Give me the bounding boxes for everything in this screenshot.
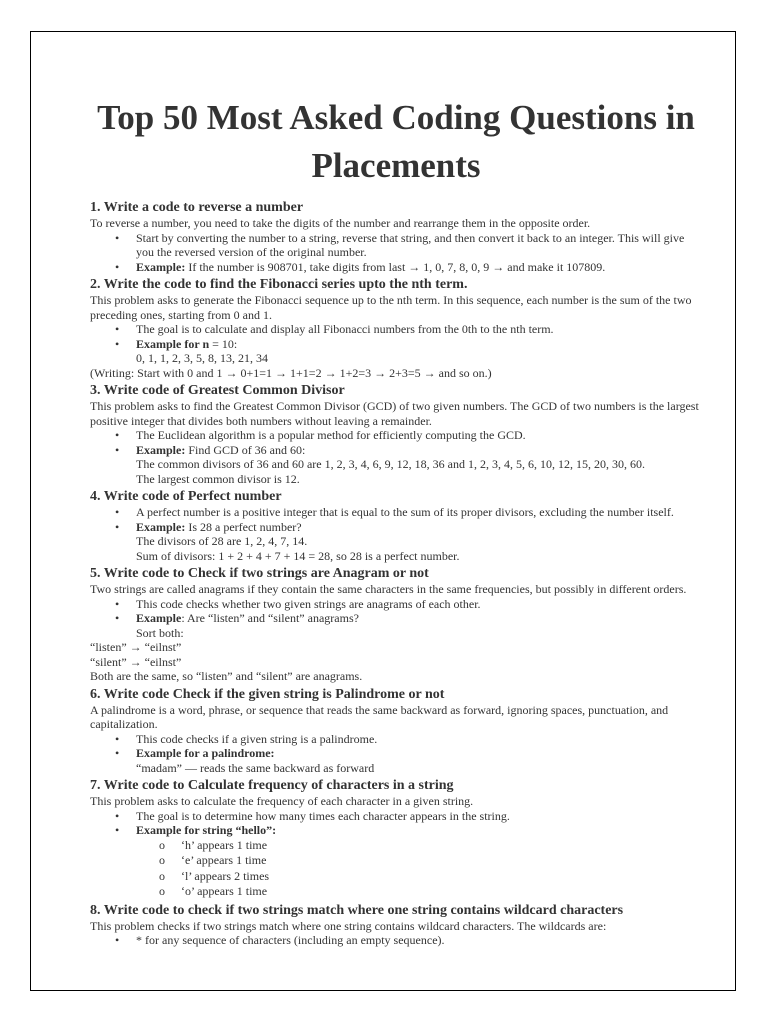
section-6 (90, 686, 702, 776)
example-label: Example for a palindrome: (136, 746, 275, 760)
example-text: Find GCD of 36 and 60: (185, 442, 306, 457)
sub-list-item: o ‘e’ appears 1 time (90, 853, 702, 869)
question-intro: This problem asks to find the Greatest Common Divisor (GCD) of two given numbers. The GCD of two numbers is the largest positive integer that divides both numbers without leaving a remainder. (90, 399, 699, 428)
question-heading: 4. Write code of Perfect number (90, 489, 282, 504)
list-item (90, 520, 702, 564)
question-heading: 7. Write code to Calculate frequency of characters in a string (90, 778, 454, 793)
section-8 (90, 902, 702, 948)
sorted-line: “silent” → “eilnst” (90, 654, 182, 669)
question-intro: This problem checks if two strings match where one string contains wildcard characters. The wildcards are: (90, 918, 607, 933)
bullet-list (90, 597, 702, 641)
question-heading: 6. Write code Check if the given string is Palindrome or not (90, 686, 445, 702)
example-line: Sort both: (136, 625, 184, 640)
sorted-line: “listen” → “eilnst” (90, 640, 182, 654)
list-item: • The Euclidean algorithm is a popular method for efficiently computing the GCD. (90, 428, 702, 443)
page-title: Top 50 Most Asked Coding Questions in Placements (97, 98, 695, 185)
bullet-list (90, 732, 702, 776)
example-text: : Are “listen” and “silent” anagrams? (181, 611, 359, 625)
example-line: The divisors of 28 are 1, 2, 4, 7, 14. (136, 534, 308, 548)
list-item: • The goal is to calculate and display all Fibonacci numbers from the 0th to the nth term. (90, 322, 702, 337)
sub-list-item: o ‘l’ appears 2 times (90, 869, 702, 885)
example-text: = 10: (209, 336, 238, 351)
example-line: The largest common divisor is 12. (136, 471, 300, 486)
sub-list (90, 838, 702, 900)
example-label: Example for string “hello”: (136, 823, 277, 837)
example-line: “madam” — reads the same backward as forward (136, 760, 375, 775)
list-item: • * for any sequence of characters (including an empty sequence). (90, 933, 702, 948)
list-item: • This code checks if a given string is a palindrome. (90, 732, 702, 747)
bullet-list (90, 933, 702, 948)
example-line: Sum of divisors: 1 + 2 + 4 + 7 + 14 = 28, so 28 is a perfect number. (136, 548, 460, 563)
sub-list-item: o ‘h’ appears 1 time (90, 838, 702, 854)
bullet-list (90, 505, 702, 563)
question-intro: To reverse a number, you need to take the digits of the number and rearrange them in the opposite order. (90, 216, 591, 230)
conclusion-line: Both are the same, so “listen” and “silent” are anagrams. (90, 669, 363, 683)
list-item: • The goal is to determine how many times each character appears in the string. (90, 809, 702, 824)
section-2 (90, 276, 702, 380)
example-sequence: 0, 1, 1, 2, 3, 5, 8, 13, 21, 34 (136, 351, 268, 365)
question-intro: A palindrome is a word, phrase, or sequence that reads the same backward as forward, ignoring spaces, punctuation, and capitalization. (90, 702, 669, 731)
bullet-list (90, 428, 702, 486)
example-label: Example: (136, 442, 186, 457)
question-heading: 8. Write code to check if two strings match where one string contains wildcard characters (90, 902, 624, 918)
question-heading: 2. Write the code to find the Fibonacci series upto the nth term. (90, 277, 468, 292)
example-label: Example (136, 611, 182, 625)
list-item (90, 443, 702, 487)
document-page (30, 31, 736, 991)
document-content (90, 94, 702, 950)
section-3 (90, 382, 702, 486)
question-heading: 5. Write code to Check if two strings are Anagram or not (90, 566, 429, 581)
question-heading: 1. Write a code to reverse a number (90, 200, 304, 215)
section-5 (90, 565, 702, 684)
bullet-list (90, 231, 702, 275)
question-intro: This problem asks to calculate the frequency of each character in a given string. (90, 794, 474, 808)
bullet-list (90, 809, 702, 838)
example-label: Example: (136, 519, 186, 534)
question-intro: Two strings are called anagrams if they contain the same characters in the same frequencies, but possibly in different orders. (90, 582, 687, 596)
question-intro: This problem asks to generate the Fibonacci sequence up to the nth term. In this sequence, each number is the sum of the two preceding ones, starting from 0 and 1. (90, 293, 692, 322)
question-heading: 3. Write code of Greatest Common Divisor (90, 383, 345, 398)
example-text: If the number is 908701, take digits from last → 1, 0, 7, 8, 0, 9 → and make it 107809. (185, 259, 606, 274)
section-4 (90, 488, 702, 563)
list-item (90, 823, 702, 838)
list-item (90, 337, 702, 366)
list-item: • A perfect number is a positive integer that is equal to the sum of its proper divisors, excluding the number itself. (90, 505, 702, 520)
list-item (90, 746, 702, 775)
example-label: Example: (136, 259, 186, 274)
bullet-list (90, 322, 702, 366)
list-item (90, 260, 702, 275)
list-item (90, 611, 702, 640)
list-item: • This code checks whether two given strings are anagrams of each other. (90, 597, 702, 612)
sub-list-item: o ‘o’ appears 1 time (90, 884, 702, 900)
example-line: The common divisors of 36 and 60 are 1, 2, 3, 4, 6, 9, 12, 18, 36 and 1, 2, 3, 4, 5, 6, 10, 12, 15, 20, 30, 60. (136, 457, 645, 471)
section-1 (90, 199, 702, 274)
example-label: Example for n (136, 336, 210, 351)
section-7 (90, 777, 702, 900)
example-text: Is 28 a perfect number? (185, 519, 302, 534)
writing-note: (Writing: Start with 0 and 1 → 0+1=1 → 1+1=2 → 1+2=3 → 2+3=5 → and so on.) (90, 365, 492, 380)
list-item: • Start by converting the number to a string, reverse that string, and then convert it back to an integer. This will give you the reversed version of the original number. (90, 231, 702, 260)
